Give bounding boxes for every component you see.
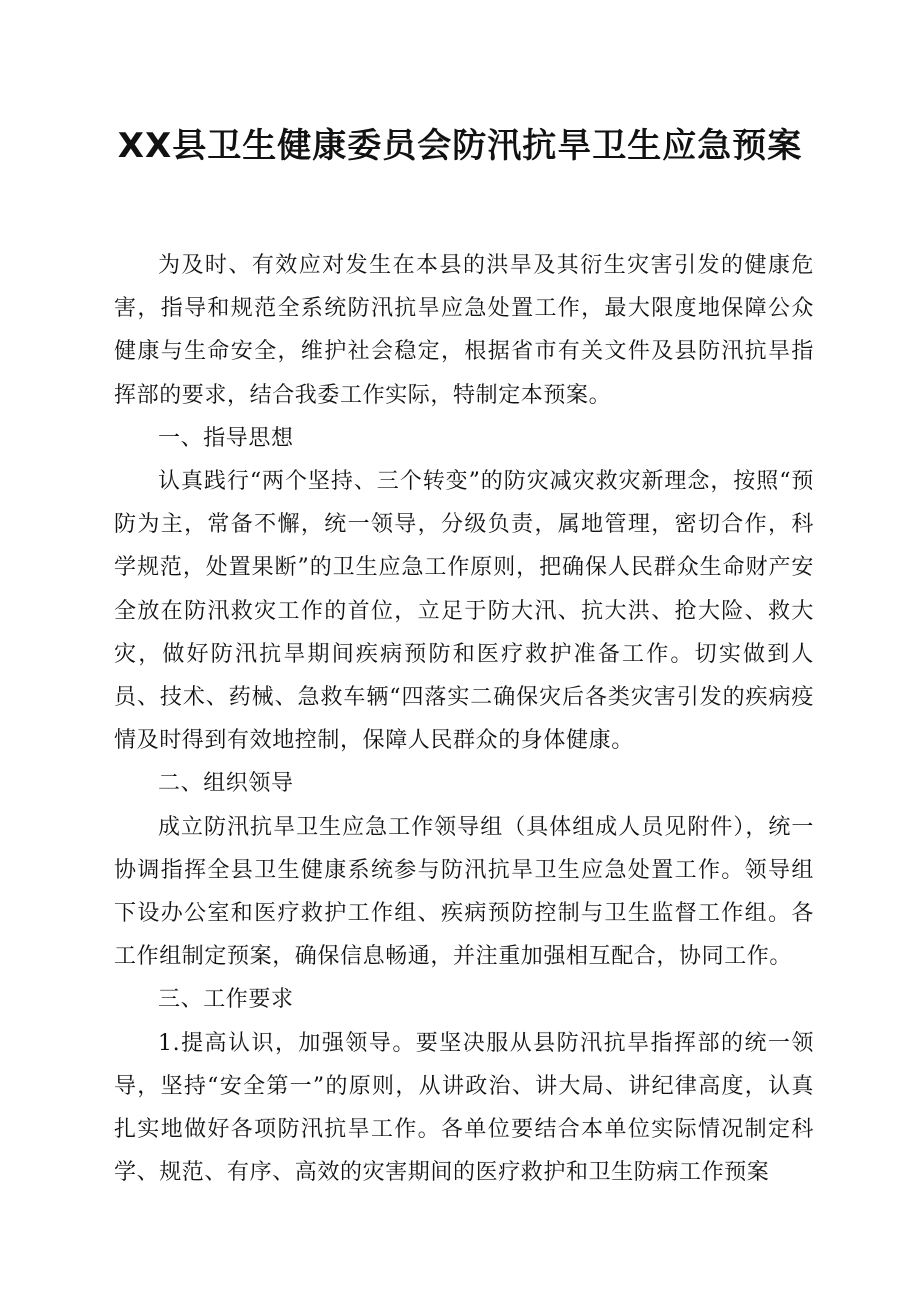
intro-paragraph: 为及时、有效应对发生在本县的洪旱及其衍生灾害引发的健康危害，指导和规范全系统防汛抗旱应急处置工作，最大限度地保障公众健康与生命安全，维护社会稳定，根据省市有关文件及县防汛抗旱指挥部的要求，结合我委工作实际，特制定本预案。 <box>114 253 814 408</box>
section-paragraph-guiding-ideology: 认真践行“两个坚持、三个转变”的防灾减灾救灾新理念，按照“预防为主，常备不懈，统一领导，分级负责，属地管理，密切合作，科学规范，处置果断”的卫生应急工作原则，把确保人民群众生命财产安全放在防汛救灾工作的首位，立足于防大汛、抗大洪、抢大险、救大灾，做好防汛抗旱期间疾病预防和医疗救护准备工作。切实做到人员、技术、药械、急救车辆“四落实二确保灾后各类灾害引发的疾病疫情及时得到有效地控制，保障人民群众的身体健康。 <box>114 469 814 754</box>
document-title: XX县卫生健康委员会防汛抗旱卫生应急预案 <box>117 126 803 166</box>
document-body <box>114 244 814 1194</box>
section-heading-organization: 二、组织领导 <box>158 771 294 797</box>
section-paragraph-organization: 成立防汛抗旱卫生应急工作领导组（具体组成人员见附件），统一协调指挥全县卫生健康系统参与防汛抗旱卫生应急处置工作。领导组下设办公室和医疗救护工作组、疾病预防控制与卫生监督工作组。各工作组制定预案，确保信息畅通，并注重加强相互配合，协同工作。 <box>114 814 814 970</box>
section-heading-guiding-ideology: 一、指导思想 <box>158 425 294 451</box>
section-heading-work-requirements: 三、工作要求 <box>158 987 294 1013</box>
section-paragraph-work-requirements: 1.提高认识，加强领导。要坚决服从县防汛抗旱指挥部的统一领导，坚持“安全第一”的原则，从讲政治、讲大局、讲纪律高度，认真扎实地做好各项防汛抗旱工作。各单位要结合本单位实际情况制定科学、规范、有序、高效的灾害期间的医疗救护和卫生防病工作预案 <box>114 1030 814 1186</box>
